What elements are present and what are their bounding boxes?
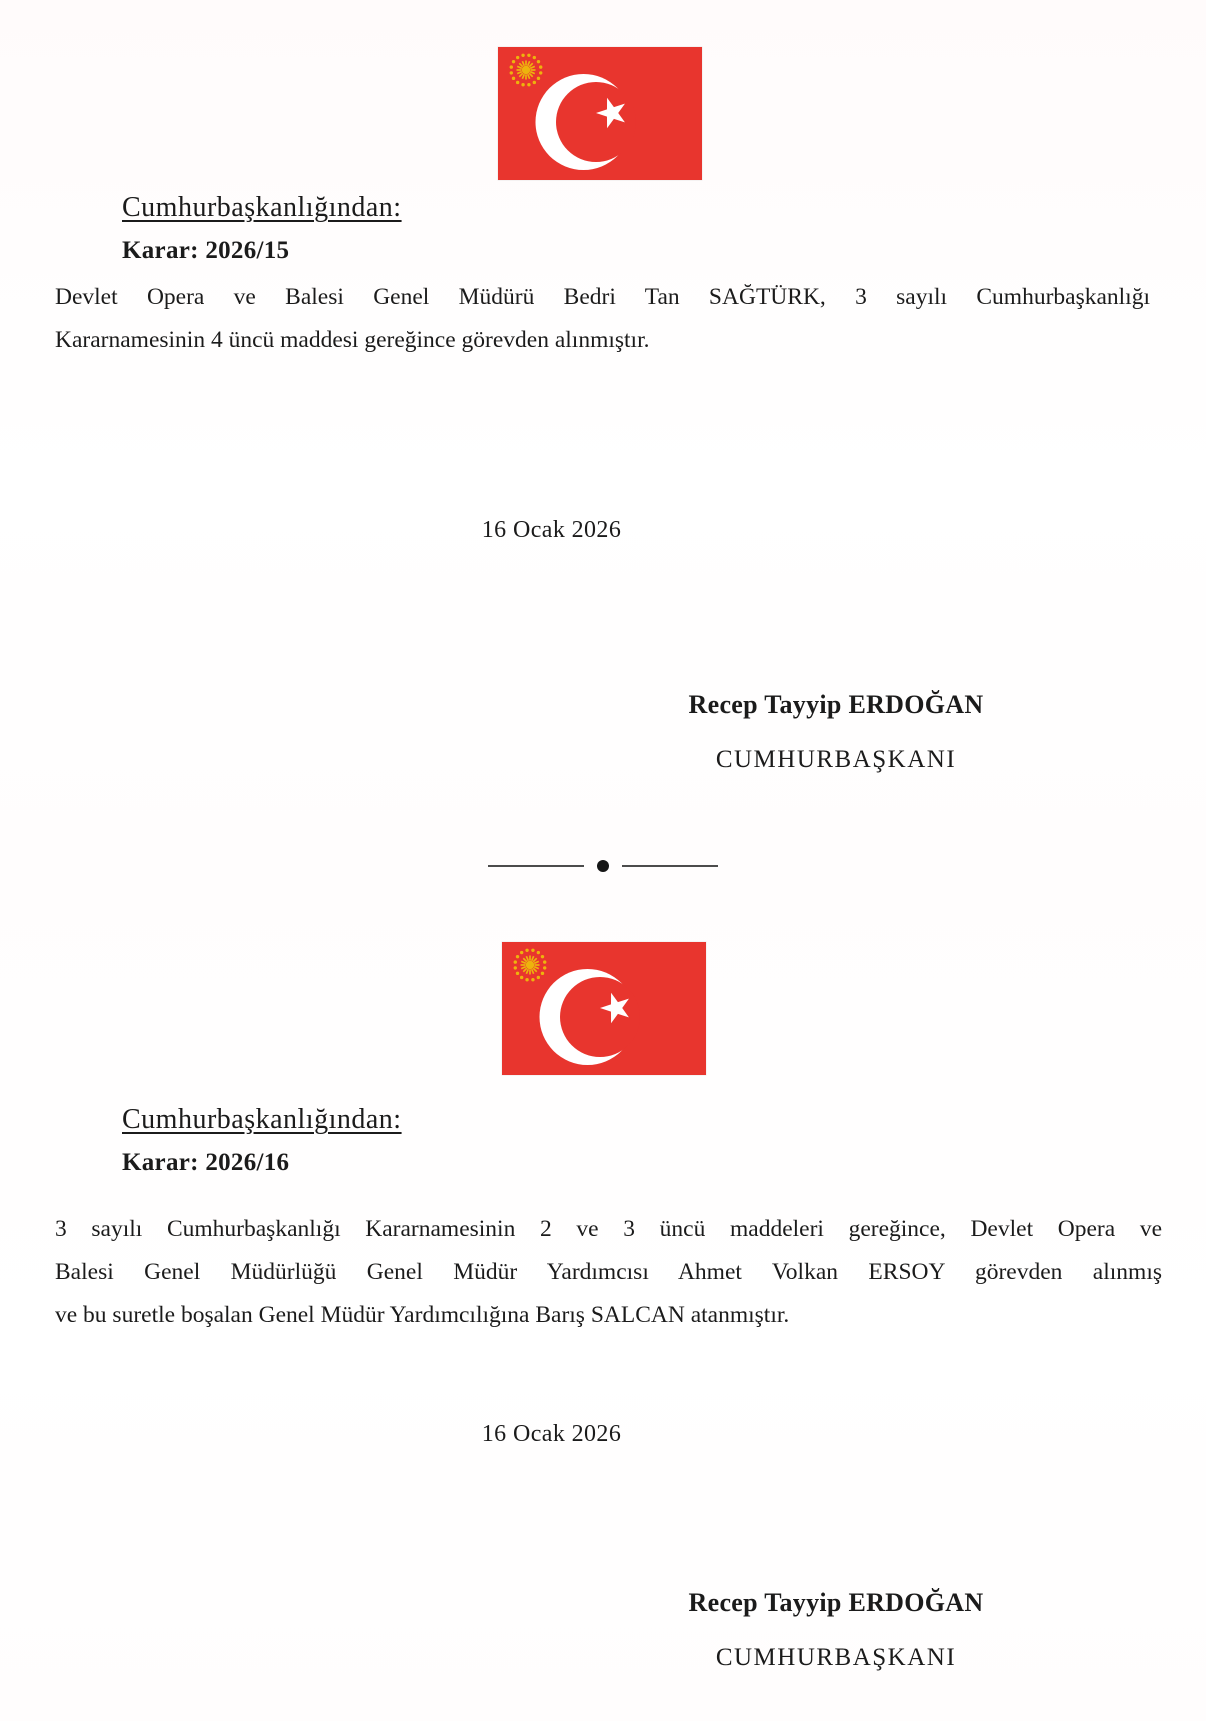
decree-date: 16 Ocak 2026 [481, 1421, 622, 1447]
section-divider [488, 857, 718, 875]
decision-number: Karar: 2026/16 [122, 1149, 290, 1176]
divider-line [488, 865, 584, 867]
turkish-flag-icon [498, 47, 702, 180]
decision-number: Karar: 2026/15 [122, 237, 290, 264]
turkish-flag-icon [502, 942, 706, 1075]
signature-block [626, 1588, 1046, 1672]
body-line: 3 sayılı Cumhurbaşkanlığı Kararnamesinin 2 ve 3 üncü maddeleri gereğince, Devlet Opera ve [55, 1216, 1162, 1242]
body-line: ve bu suretle boşalan Genel Müdür Yardımcılığına Barış SALCAN atanmıştır. [55, 1302, 790, 1328]
decree-body [55, 1208, 1162, 1337]
divider-line [622, 865, 718, 867]
issuer-heading: Cumhurbaşkanlığından: [122, 1104, 402, 1135]
decree-body [55, 276, 1150, 362]
signature-block [626, 690, 1046, 774]
signature-name: Recep Tayyip ERDOĞAN [688, 690, 984, 719]
divider-dot-icon [597, 860, 609, 872]
body-line: Balesi Genel Müdürlüğü Genel Müdür Yardımcısı Ahmet Volkan ERSOY görevden alınmış [55, 1259, 1162, 1285]
body-line: Kararnamesinin 4 üncü maddesi gereğince görevden alınmıştır. [55, 327, 650, 353]
turkish-presidential-flag [498, 47, 702, 180]
turkish-presidential-flag [502, 942, 706, 1075]
signature-name: Recep Tayyip ERDOĞAN [688, 1588, 984, 1617]
issuer-heading: Cumhurbaşkanlığından: [122, 192, 402, 223]
signature-title: CUMHURBAŞKANI [715, 746, 957, 773]
decree-date: 16 Ocak 2026 [481, 517, 622, 543]
signature-title: CUMHURBAŞKANI [715, 1644, 957, 1671]
body-line: Devlet Opera ve Balesi Genel Müdürü Bedri Tan SAĞTÜRK, 3 sayılı Cumhurbaşkanlığı [55, 284, 1150, 310]
